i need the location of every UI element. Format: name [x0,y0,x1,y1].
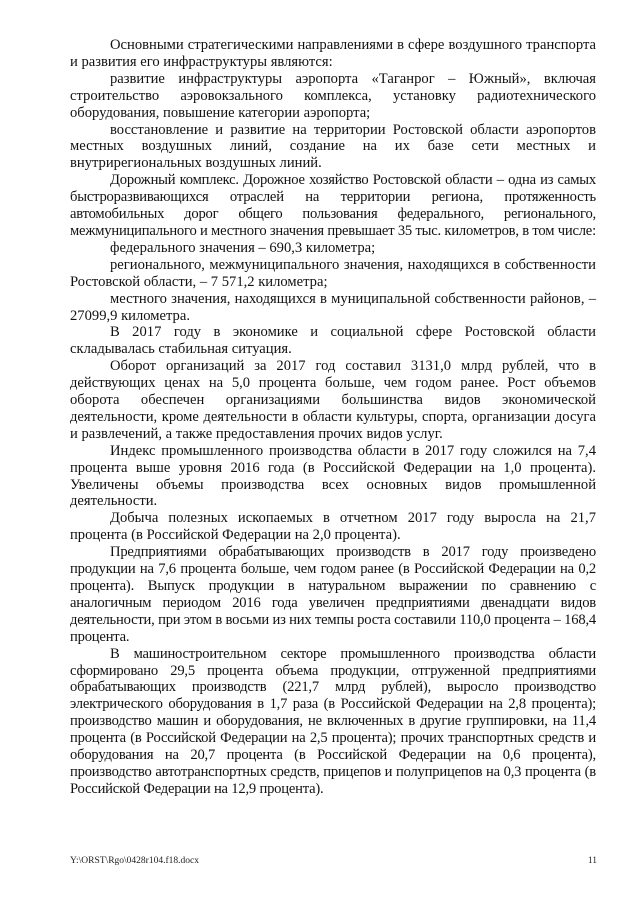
paragraph-mining: Добыча полезных ископаемых в отчетном 2017 году выросла на 21,7 процента (в Российской Федерации на 2,0 процента). [70,510,596,544]
paragraph-air-transport-intro: Основными стратегическими направлениями в сфере воздушного транспорта и развития его инфраструктуры являются: [70,37,596,70]
document-body [70,37,596,798]
paragraph-economy-2017: В 2017 году в экономике и социальной сфере Ростовской области складывалась стабильная ситуация. [70,324,596,358]
paragraph-federal-roads: федерального значения – 690,3 километра; [110,239,376,256]
paragraph-industrial-index: Индекс промышленного производства области в 2017 году сложился на 7,4 процента выше уровня 2016 года (в Российской Федерации на 1,0 процента). Увеличены объемы производства всех основных видов промышленной деятельности. [70,442,596,510]
paragraph-airport-taganrog: развитие инфраструктуры аэропорта «Таганрог – Южный», включая строительство аэровокзального комплекса, установку радиотехнического оборудования, повышение категории аэропорта; [70,70,596,121]
paragraph-regional-roads: регионального, межмуниципального значения, находящихся в собственности Ростовской области, – 7 571,2 километра; [70,256,596,290]
paragraph-manufacturing: Предприятиями обрабатывающих производств в 2017 году произведено продукции на 7,6 процента больше, чем годом ранее (в Российской Федерации на 0,2 процента). Выпуск продукции в натуральном выражении по сравнению с аналогичным периодом 2016 года увеличен предприятиями двенадцати видов деятельности, при этом в восьми из них темпы роста составили 110,0 процента – 168,4 процента. [70,544,596,645]
paragraph-local-roads: местного значения, находящихся в муниципальной собственности районов, – 27099,9 километра. [70,290,596,324]
paragraph-turnover: Оборот организаций за 2017 год составил 3131,0 млрд рублей, что в действующих ценах на 5,0 процента больше, чем годом ранее. Рост объемов оборота обеспечен организациями большинства видов экономической деятельности, кроме деятельности в области культуры, спорта, организации досуга и развлечений, а также предоставления прочих видов услуг. [70,358,596,442]
footer-file-path: Y:\ORST\Rgo\0428r104.f18.docx [70,856,199,866]
footer-page-number: 11 [587,856,597,866]
paragraph-machine-building: В машиностроительном секторе промышленного производства области сформировано 29,5 процента объема продукции, отгруженной предприятиями обрабатывающих производств (221,7 млрд рублей), выросло производство электрического оборудования в 1,7 раза (в Российской Федерации на 2,8 процента); производство машин и оборудования, не включенных в другие группировки, на 11,4 процента (в Российской Федерации на 2,5 процента); прочих транспортных средств и оборудования на 20,7 процента (в Российской Федерации на 0,6 процента), производство автотранспортных средств, прицепов и полуприцепов на 0,3 процента (в Российской Федерации на 12,9 процента). [70,645,596,797]
paragraph-road-complex: Дорожный комплекс. Дорожное хозяйство Ростовской области – одна из самых быстроразвивающихся отраслей на территории региона, протяженность автомобильных дорог общего пользования федерального, регионального, межмуниципального и местного значения превышает 35 тыс. километров, в том числе: [70,172,596,239]
paragraph-local-airports: восстановление и развитие на территории Ростовской области аэропортов местных воздушных линий, создание на их базе сети местных и внутрирегиональных воздушных линий. [70,121,596,172]
